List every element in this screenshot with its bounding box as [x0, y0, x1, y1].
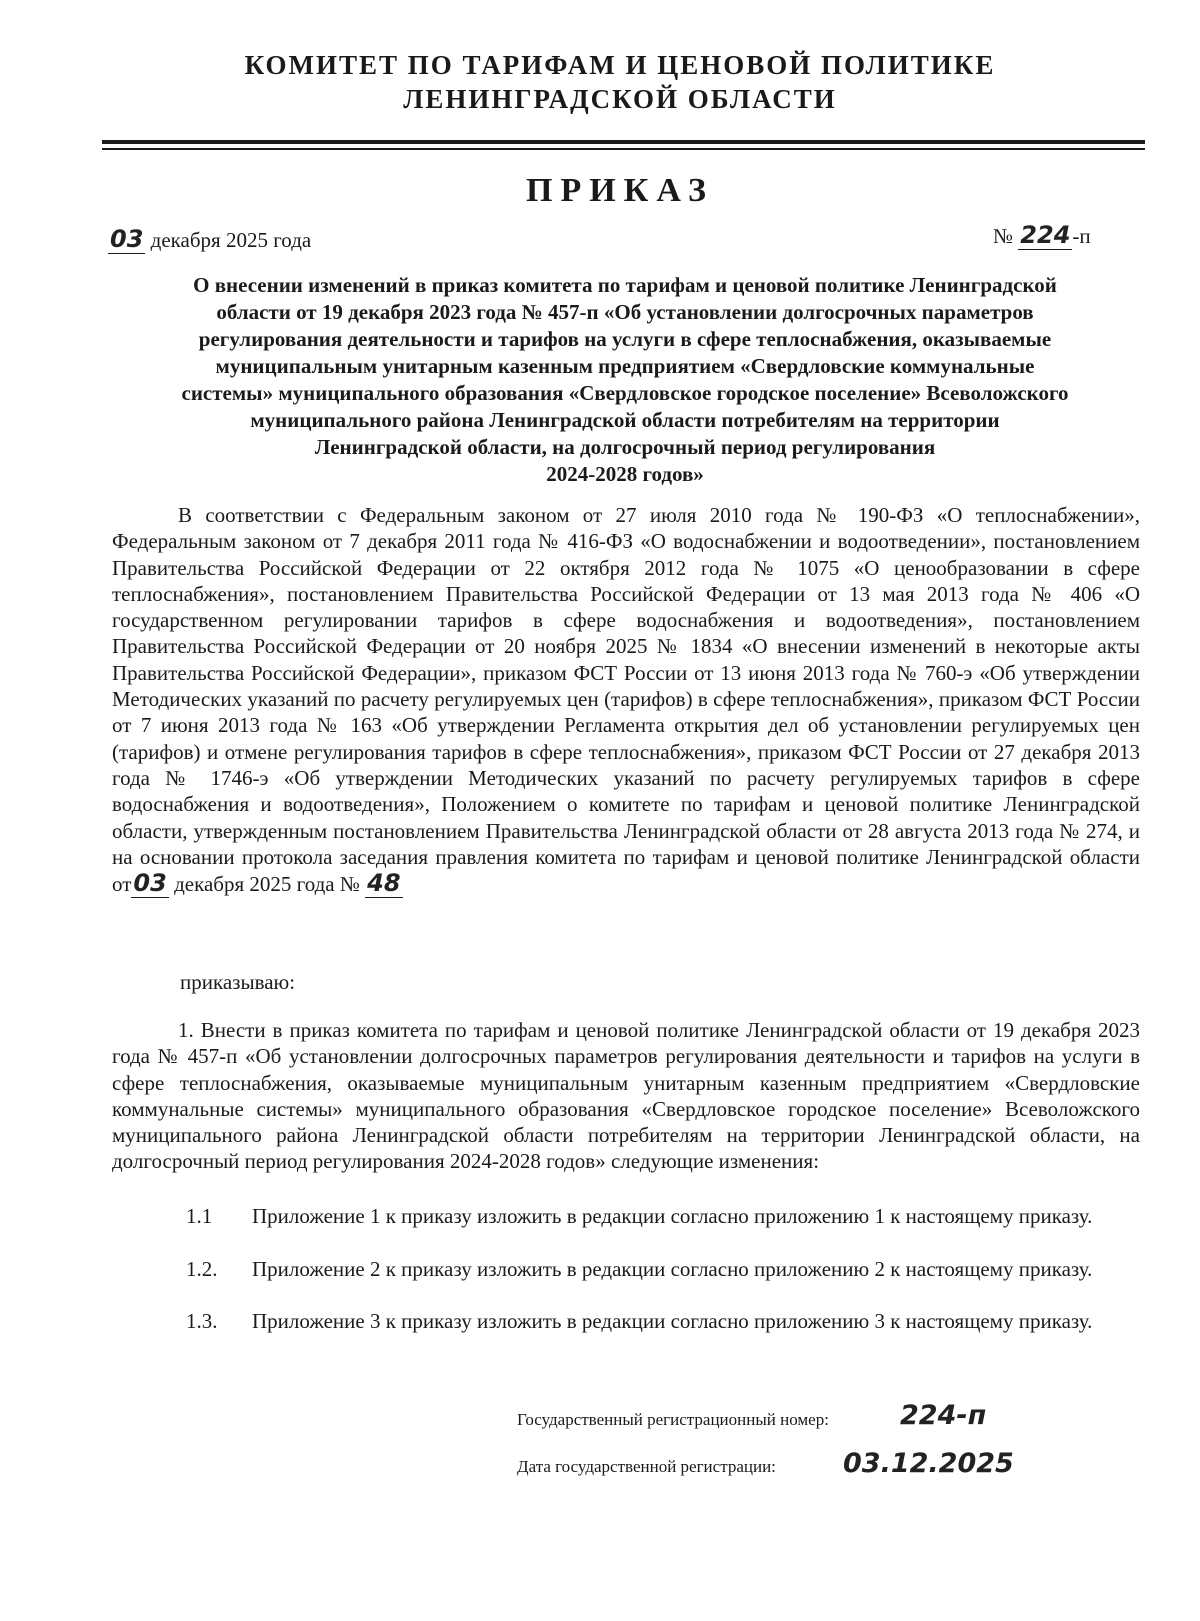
organization-name-line-1: КОМИТЕТ ПО ТАРИФАМ И ЦЕНОВОЙ ПОЛИТИКЕ — [244, 50, 996, 80]
subitem-1-1 — [112, 1203, 1140, 1229]
handwritten-number: 224 — [1020, 221, 1071, 249]
date-rest: декабря 2025 года — [150, 228, 312, 252]
subject-line: 2024-2028 годов» — [546, 462, 704, 486]
subitem-text: Приложение 1 к приказу изложить в редакции согласно приложению 1 к настоящему приказу. — [252, 1204, 1093, 1228]
item-1-paragraph: 1. Внести в приказ комитета по тарифам и ценовой политике Ленинградской области от 19 декабря 2023 года № 457-п «Об установлении долгосрочных параметров регулирования деятельности и тарифов на услуги в сфере теплоснабжения, оказываемые муниципальным унитарным казенным предприятием «Свердловские коммунальные системы» муниципального образования «Свердловское городское поселение» Всеволожского муниципального района Ленинградской области потребителям на территории Ленинградской области, на долгосрочный период регулирования 2024-2028 годов» следующие изменения: — [112, 1018, 1140, 1174]
document-date — [108, 225, 311, 253]
organization-name — [100, 48, 1140, 116]
registration-date-value: 03.12.2025 — [843, 1448, 1014, 1479]
document-type: ПРИКАЗ — [526, 172, 714, 209]
preamble-paragraph — [112, 502, 1140, 897]
subject-line: муниципальным унитарным казенным предприятием «Свердловские коммунальные — [215, 354, 1035, 378]
subitem-1-3 — [112, 1308, 1140, 1334]
preamble-text: В соответствии с Федеральным законом от 27 июля 2010 года № 190-ФЗ «О теплоснабжении», Федеральным законом от 7 декабря 2011 года № 416-ФЗ «О водоснабжении и водоотведении», постановлением Правительства Российской Федерации от 22 октября 2012 года № 1075 «О ценообразовании в сфере теплоснабжения», постановлением Правительства Российской Федерации от 13 мая 2013 года № 406 «О государственном регулировании тарифов в сфере водоснабжения и водоотведения», постановлением Правительства Российской Федерации от 20 ноября 2025 № 1834 «О внесении изменений в некоторые акты Правительства Российской Федерации», приказом ФСТ России от 13 июня 2013 года № 760-э «Об утверждении Методических указаний по расчету регулируемых цен (тарифов) в сфере теплоснабжения», приказом ФСТ России от 7 июня 2013 года № 163 «Об утверждении Регламента открытия дел об установлении регулируемых цен (тарифов) и отмене регулирования тарифов в сфере теплоснабжения», приказом ФСТ России от 27 декабря 2013 года № 1746-э «Об утверждении Методических указаний по расчету регулируемых тарифов в сфере водоснабжения и водоотведения», Положением о комитете по тарифам и ценовой политике Ленинградской области, утвержденным постановлением Правительства Ленинградской области от 28 августа 2013 года № 274, и на основании протокола заседания правления комитета по тарифам и ценовой политике Ленинградской области от — [112, 503, 1140, 897]
document-number — [993, 221, 1091, 249]
registration-number-value: 224-п — [900, 1400, 987, 1431]
header-divider-thin — [102, 148, 1145, 150]
organization-name-line-2: ЛЕНИНГРАДСКОЙ ОБЛАСТИ — [403, 84, 837, 114]
subitem-number: 1.2. — [186, 1257, 218, 1281]
subject-line: Ленинградской области, на долгосрочный период регулирования — [314, 435, 936, 459]
registration-date-label: Дата государственной регистрации: — [517, 1457, 776, 1476]
number-suffix: -п — [1072, 224, 1091, 248]
subitem-1-2 — [112, 1256, 1140, 1282]
order-word: приказываю: — [180, 970, 296, 994]
handwritten-protocol-number: 48 — [367, 869, 401, 898]
subitem-text: Приложение 3 к приказу изложить в редакции согласно приложению 3 к настоящему приказу. — [252, 1309, 1093, 1333]
subitem-number: 1.3. — [186, 1309, 218, 1333]
subject-line: области от 19 декабря 2023 года № 457-п «Об установлении долгосрочных параметров — [216, 300, 1034, 324]
handwritten-date-day: 03 — [110, 225, 144, 253]
subject-line: системы» муниципального образования «Свердловское городское поселение» Всеволожского — [181, 381, 1069, 405]
subject-line: муниципального района Ленинградской области потребителям на территории — [250, 408, 1000, 432]
subject-line: О внесении изменений в приказ комитета по тарифам и ценовой политике Ленинградской — [193, 273, 1057, 297]
registration-number-label: Государственный регистрационный номер: — [517, 1410, 829, 1429]
subject-line: регулирования деятельности и тарифов на услуги в сфере теплоснабжения, оказываемые — [198, 327, 1052, 351]
subitem-text: Приложение 2 к приказу изложить в редакции согласно приложению 2 к настоящему приказу. — [252, 1257, 1093, 1281]
subitem-number: 1.1 — [186, 1204, 213, 1228]
preamble-mid: декабря 2025 года № — [168, 872, 366, 897]
number-prefix: № — [993, 224, 1014, 248]
handwritten-protocol-day: 03 — [133, 869, 167, 898]
header-divider-thick — [102, 140, 1145, 144]
document-subject — [112, 272, 1138, 488]
